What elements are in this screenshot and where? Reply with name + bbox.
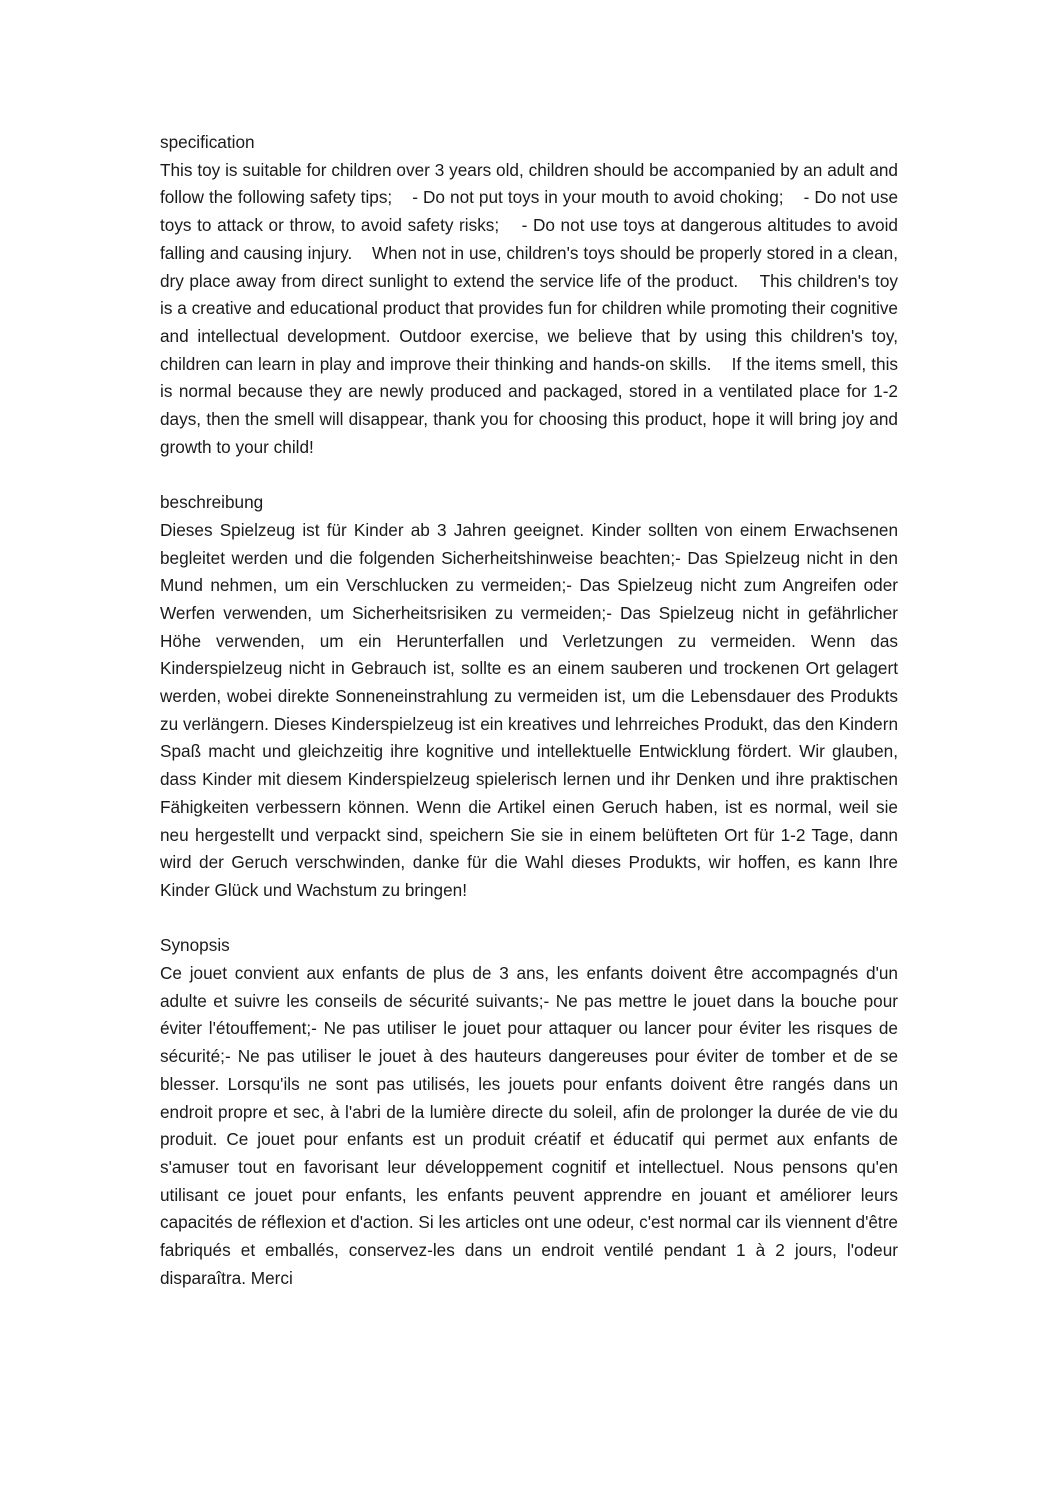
section-heading: specification xyxy=(160,132,255,152)
document-content xyxy=(160,129,903,1320)
section-specification xyxy=(160,129,903,461)
section-body: Ce jouet convient aux enfants de plus de 3 ans, les enfants doivent être accompagnés d'un adulte et suivre les conseils de sécurité suivants;- Ne pas mettre le jouet dans la bouche pour éviter l'étouffement;- Ne pas utiliser le jouet pour attaquer ou lancer pour éviter les risques de sécurité;- Ne pas utiliser le jouet à des hauteurs dangereuses pour éviter de tomber et de se blesser. Lorsqu'ils ne sont pas utilisés, les jouets pour enfants doivent être rangés dans un endroit propre et sec, à l'abri de la lumière directe du soleil, afin de prolonger la durée de vie du produit. Ce jouet pour enfants est un produit créatif et éducatif qui permet aux enfants de s'amuser tout en favorisant leur développement cognitif et intellectuel. Nous pensons qu'en utilisant ce jouet pour enfants, les enfants peuvent apprendre en jouant et améliorer leurs capacités de réflexion et d'action. Si les articles ont une odeur, c'est normal car ils viennent d'être fabriqués et emballés, conservez-les dans un endroit ventilé pendant 1 à 2 jours, l'odeur disparaîtra. Merci xyxy=(160,963,903,1288)
section-body: Dieses Spielzeug ist für Kinder ab 3 Jahren geeignet. Kinder sollten von einem Erwachsenen begleitet werden und die folgenden Sicherheitshinweise beachten;- Das Spielzeug nicht in den Mund nehmen, um ein Verschlucken zu vermeiden;- Das Spielzeug nicht zum Angreifen oder Werfen verwenden, um Sicherheitsrisiken zu vermeiden;- Das Spielzeug nicht in gefährlicher Höhe verwenden, um ein Herunterfallen und Verletzungen zu vermeiden. Wenn das Kinderspielzeug nicht in Gebrauch ist, sollte es an einem sauberen und trockenen Ort gelagert werden, wobei direkte Sonneneinstrahlung zu vermeiden ist, um die Lebensdauer des Produkts zu verlängern. Dieses Kinderspielzeug ist ein kreatives und lehrreiches Produkt, das den Kindern Spaß macht und gleichzeitig ihre kognitive und intellektuelle Entwicklung fördert. Wir glauben, dass Kinder mit diesem Kinderspielzeug spielerisch lernen und ihr Denken und ihre praktischen Fähigkeiten verbessern können. Wenn die Artikel einen Geruch haben, ist es normal, weil sie neu hergestellt und verpackt sind, speichern Sie sie in einem belüfteten Ort für 1-2 Tage, dann wird der Geruch verschwinden, danke für die Wahl dieses Produkts, wir hoffen, es kann Ihre Kinder Glück und Wachstum zu bringen! xyxy=(160,519,903,900)
section-beschreibung xyxy=(160,489,903,905)
section-heading: beschreibung xyxy=(160,492,264,513)
section-heading: Synopsis xyxy=(160,935,230,956)
section-synopsis xyxy=(160,932,903,1292)
section-body: This toy is suitable for children over 3 years old, children should be accompanied by an adult and follow the following safety tips; - Do not put toys in your mouth to avoid choking; - Do not use toys to attack or throw, to avoid safety risks; - Do not use toys at dangerous altitudes to avoid falling and causing injury. When not in use, children's toys should be properly stored in a clean, dry place away from direct sunlight to extend the service life of the product. This children's toy is a creative and educational product that provides fun for children while promoting their cognitive and intellectual development. Outdoor exercise, we believe that by using this children's toy, children can learn in play and improve their thinking and hands-on skills. If the items smell, this is normal because they are newly produced and packaged, stored in a ventilated place for 1-2 days, then the smell will disappear, thank you for choosing this product, hope it will bring joy and growth to your child! xyxy=(160,159,903,457)
